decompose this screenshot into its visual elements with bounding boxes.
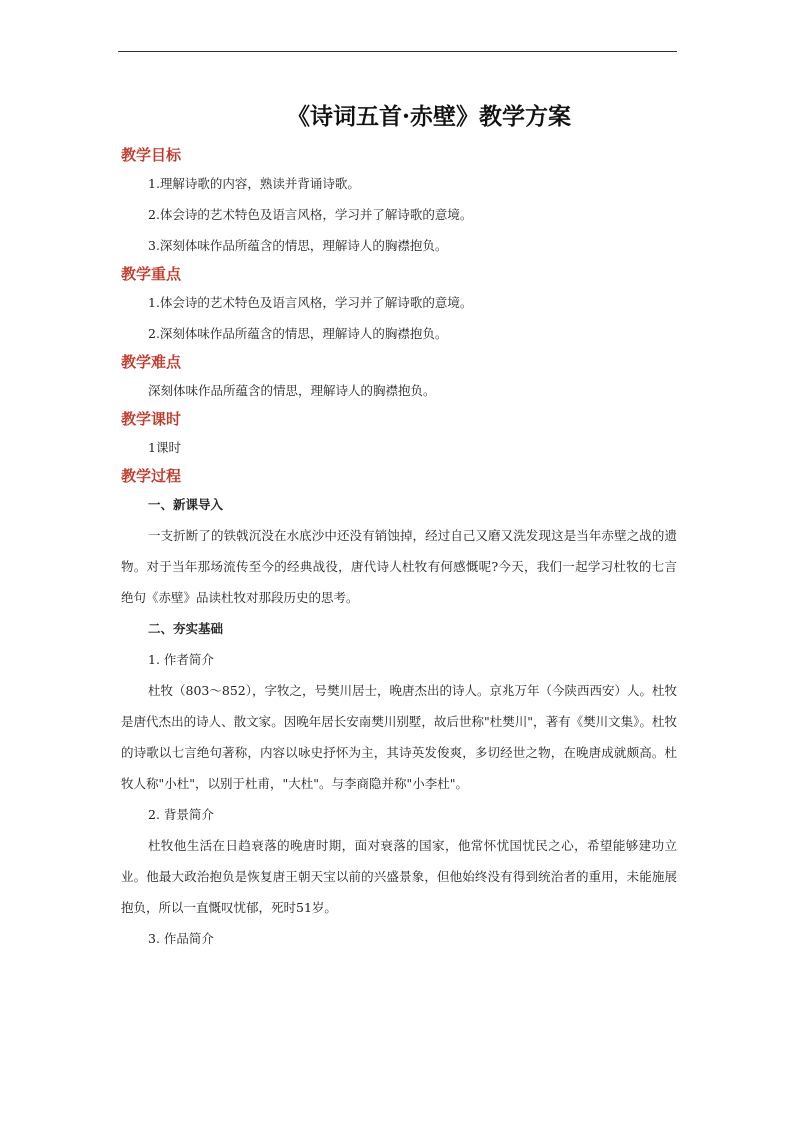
- subheading-basics: 二、夯实基础: [148, 621, 224, 636]
- section-heading-hours: 教学课时: [121, 410, 182, 428]
- intro-paragraph: 一支折断了的铁戟沉没在水底沙中还没有销蚀掉，经过自己又磨又洗发现这是当年赤壁之战的遗物。对于当年那场流传至今的经典战役，唐代诗人杜牧有何感慨呢?今天，我们一起学习杜牧的七言绝句《赤壁》品读杜牧对那段历史的思考。: [121, 528, 677, 605]
- hours-item: 1课时: [148, 440, 181, 455]
- key-point-item: 1.体会诗的艺术特色及语言风格，学习并了解诗歌的意境。: [148, 295, 473, 310]
- section-heading-process: 教学过程: [121, 467, 182, 485]
- section-heading-goals: 教学目标: [121, 146, 182, 164]
- section-heading-difficulties: 教学难点: [121, 353, 182, 371]
- goal-item: 3.深刻体味作品所蕴含的情思，理解诗人的胸襟抱负。: [148, 238, 448, 253]
- page-title: 《诗词五首·赤壁》教学方案: [286, 103, 571, 130]
- author-label: 1. 作者简介: [148, 652, 214, 667]
- goal-item: 1.理解诗歌的内容，熟读并背诵诗歌。: [148, 176, 360, 191]
- goal-item: 2.体会诗的艺术特色及语言风格，学习并了解诗歌的意境。: [148, 207, 473, 222]
- section-heading-key-points: 教学重点: [121, 265, 182, 283]
- background-label: 2. 背景简介: [148, 807, 214, 822]
- author-paragraph: 杜牧（803～852），字牧之，号樊川居士，晚唐杰出的诗人。京兆万年（今陕西西安）人。杜牧是唐代杰出的诗人、散文家。因晚年居长安南樊川别墅，故后世称"杜樊川"，著有《樊川文集》。杜牧的诗歌以七言绝句著称，内容以咏史抒怀为主，其诗英发俊爽，多切经世之物，在晚唐成就颇高。杜牧人称"小杜"，以别于杜甫，"大杜"。与李商隐并称"小李杜"。: [121, 683, 677, 791]
- key-point-item: 2.深刻体味作品所蕴含的情思，理解诗人的胸襟抱负。: [148, 326, 448, 341]
- work-label: 3. 作品简介: [148, 931, 214, 946]
- document-body: [121, 100, 677, 954]
- background-paragraph: 杜牧他生活在日趋衰落的晚唐时期，面对衰落的国家，他常怀忧国忧民之心，希望能够建功立业。他最大政治抱负是恢复唐王朝天宝以前的兴盛景象，但他始终没有得到统治者的重用，未能施展抱负，所以一直慨叹忧郁，死时51岁。: [121, 838, 677, 915]
- subheading-intro: 一、新课导入: [148, 497, 224, 512]
- difficulty-item: 深刻体味作品所蕴含的情思，理解诗人的胸襟抱负。: [148, 383, 436, 398]
- header-rule: [118, 51, 677, 52]
